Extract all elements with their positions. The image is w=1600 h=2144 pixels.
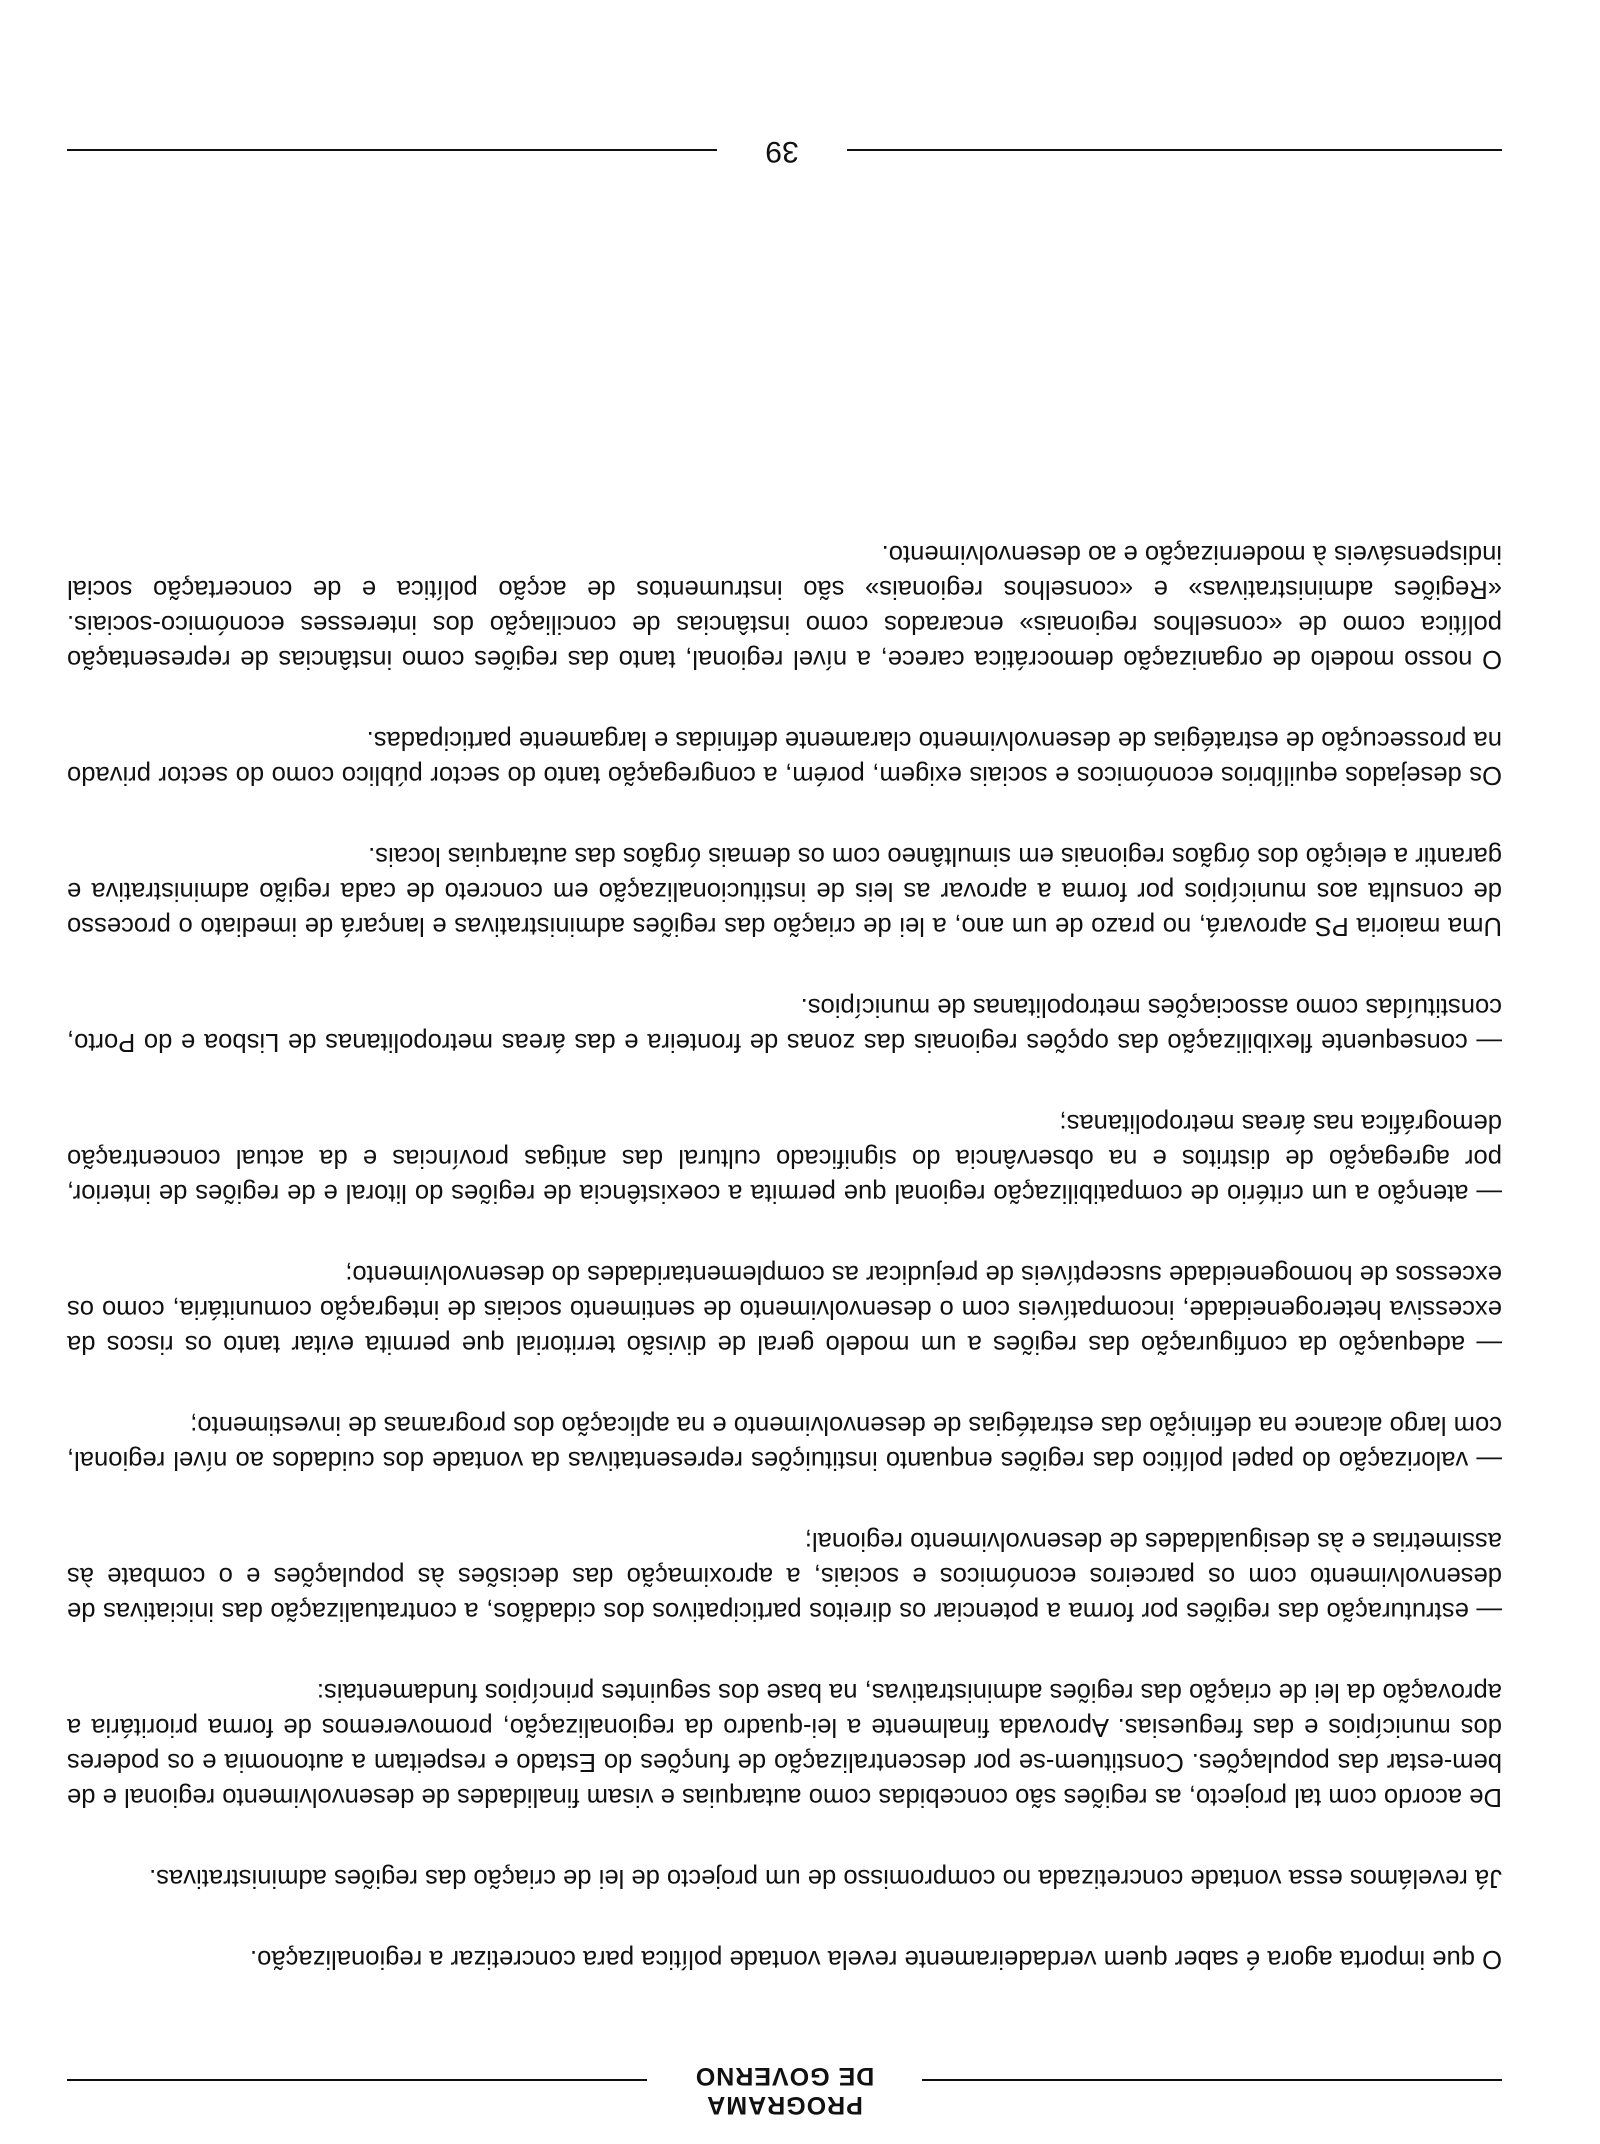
page-footer [67,129,1502,169]
paragraph-bullet-structuring: — estruturação das regiões por forma a potenciar os direitos participativos dos cidadãos, a contratualização das iniciativas de desenvolvimento com os parceiros económicos e sociais, a aproximação das decisões às populações e o combate às assimetrias e às desigualdades de desenvolvimento regional; [67,1527,1502,1625]
paragraph-intro: O que importa agora é saber quem verdadeiramente revela vontade política para concretizar a regionalização. [250,1945,1502,1973]
paragraph-bullet-flexibility: — consequente flexibilização das opções regionais das zonas de fronteira e das áreas metropolitanas de Lisboa e do Porto, constituídas como associações metropolitanas de municípios. [67,993,1502,1056]
paragraph-bullet-configuration: — adequação da configuração das regiões a um modelo geral de divisão territorial que permita evitar tanto os riscos da excessiva heterogeneidade, incompatíveis com o desenvolvimento de sentimento sociais de integração comunitária, como os excessos de homogeneidade susceptíveis de prejudicar as complementaridades do desenvolvimento; [67,1260,1502,1358]
paragraph-equilibria: Os desejados equilíbrios económicos e sociais exigem, porém, a congregação tanto do sector público como do sector privado na prossecução de estratégias de desenvolvimento claramente definidas e largamente participadas. [67,726,1502,789]
page-number: 39 [765,135,799,168]
header-title-line-2: DE GOVERNO [694,2062,875,2090]
footer-rule-left [847,149,1502,151]
header-title [647,2061,922,2119]
footer-rule-right [67,149,717,151]
page-header [67,2049,1502,2119]
header-rule-right [67,2079,647,2081]
paragraph-bullet-compatibility: — atenção a um critério de compatibilização regional que permita a coexistência de regiões do litoral e de regiões de interior, por agregação de distritos e na observância do significado cultural das antigas províncias e da actual concentração demográfica nas áreas metropolitanas; [67,1109,1502,1207]
paragraph-bullet-political-role: — valorização do papel político das regiões enquanto instituições representativas da vontade dos cuidados ao nível regional, com largo alcance na definição das estratégias de desenvolvimento e na aplicação dos programas de investimento; [67,1411,1502,1474]
paragraph-model: O nosso modelo de organização democrática carece, a nível regional, tanto das regiões como instâncias de representação política como de «conselhos regionais» encarados como instâncias de conciliação dos interesses económico-sociais. «Regiões administrativas» e «conselhos regionais» são instrumentos de acção política e de concertação social indispensáveis à modernização e ao desenvolvimento. [67,540,1502,673]
body-text [67,490,1502,1976]
paragraph-ps-majority: Uma maioria PS aprovará, no prazo de um ano, a lei de criação das regiões administrativas e lançará de imediato o processo de consulta aos municípios por forma a aprovar as leis de institucionalização em concreto de cada região administrativa e garantir a eleição dos órgãos regionais em simultâneo com os demais órgãos das autarquias locais. [67,842,1502,940]
header-rule-left [922,2079,1502,2081]
paragraph-project: Já revelámos essa vontade concretizada no compromisso de um projecto de lei de criação das regiões administrativas. [149,1864,1502,1892]
header-title-line-1: PROGRAMA [706,2091,863,2119]
paragraph-principles: De acordo com tal projecto, as regiões são concebidas como autarquias e visam finalidades de desenvolvimento regional e de bem-estar das populações. Constituem-se por descentralização de funções do Estado e respeitam a autonomia e os poderes dos municípios e das freguesias. Aprovada finalmente a lei-quadro da regionalização, promoveremos de forma prioritária a aprovação da lei de criação das regiões administrativas, na base dos seguintes princípios fundamentais: [67,1678,1502,1811]
